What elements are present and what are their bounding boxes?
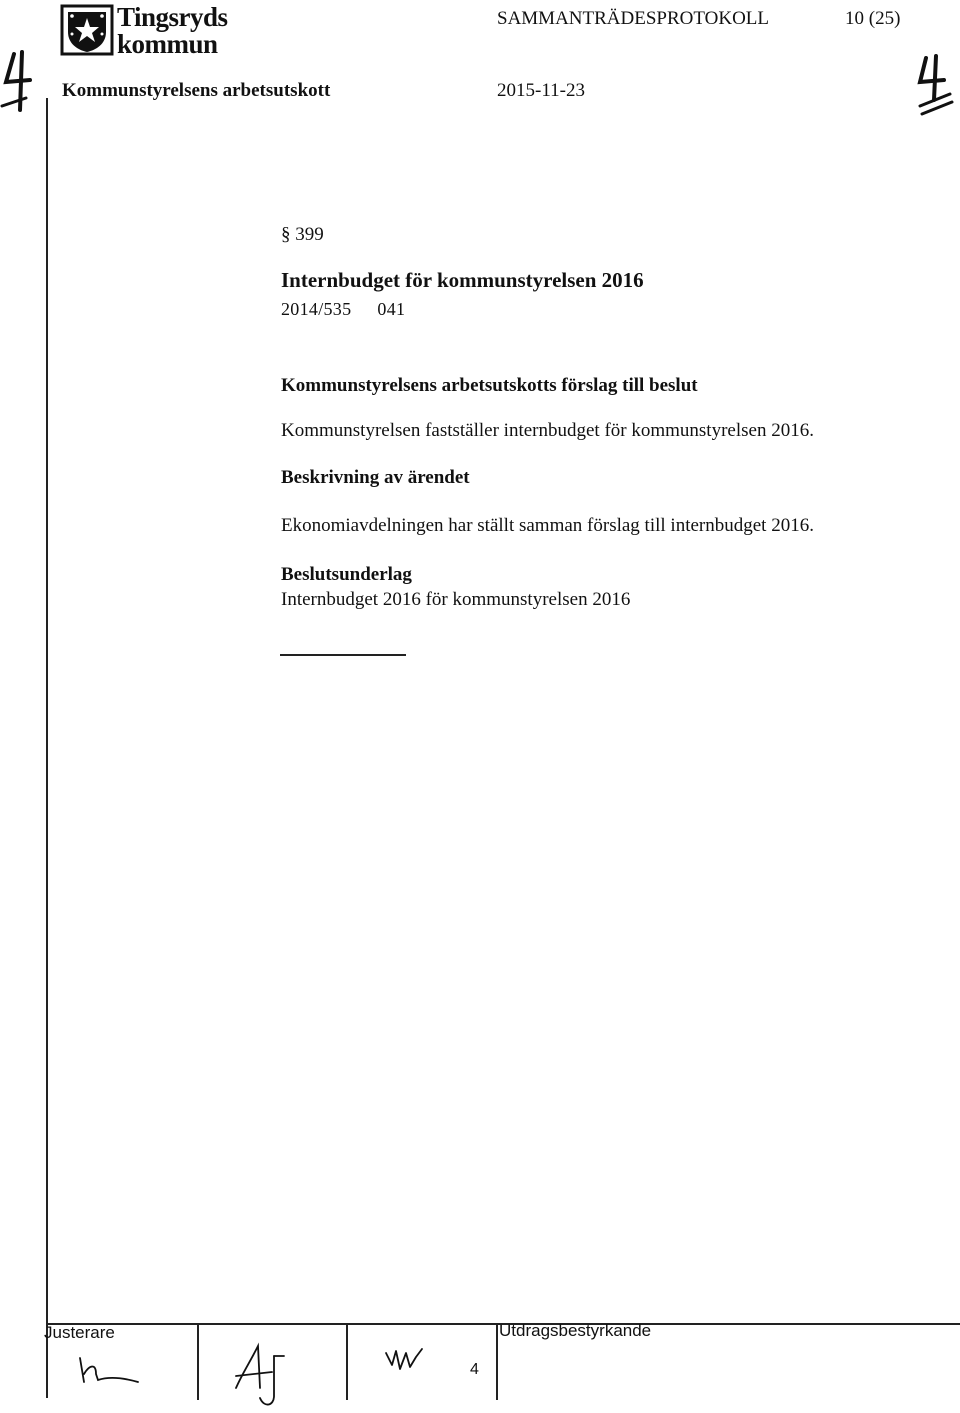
case-code: 041 (377, 299, 406, 319)
basis-heading: Beslutsunderlag (281, 564, 412, 585)
paragraph-number: § 399 (281, 224, 324, 245)
crest-star-icon (60, 4, 116, 56)
signature-initials-2 (228, 1338, 298, 1413)
adjusters-label: Justerare (44, 1323, 115, 1342)
basis-text: Internbudget 2016 för kommunstyrelsen 2016 (281, 589, 631, 610)
handwritten-mark-right (912, 52, 956, 122)
handwritten-mark-left (0, 48, 40, 118)
proposal-text: Kommunstyrelsen fastställer internbudget för kommunstyrelsen 2016. (281, 420, 814, 441)
signature-initials-3 (382, 1343, 442, 1373)
municipality-name: Tingsryds (117, 2, 228, 32)
description-heading: Beskrivning av ärendet (281, 467, 470, 488)
case-reference (281, 299, 405, 320)
footer-divider (496, 1323, 498, 1400)
case-number: 2014/535 (281, 299, 352, 319)
footer-divider (197, 1323, 199, 1400)
extract-label: Utdragsbestyrkande (499, 1321, 652, 1340)
section-end-rule (280, 654, 406, 656)
proposal-heading: Kommunstyrelsens arbetsutskotts förslag till beslut (281, 375, 698, 396)
case-title: Internbudget för kommunstyrelsen 2016 (281, 268, 644, 292)
meeting-date: 2015-11-23 (497, 80, 585, 101)
document-type: SAMMANTRÄDESPROTOKOLL (497, 8, 770, 29)
committee-name: Kommunstyrelsens arbetsutskott (62, 80, 331, 101)
left-margin-rule (46, 98, 48, 1398)
municipality-suffix: kommun (117, 29, 218, 59)
description-text: Ekonomiavdelningen har ställt samman förslag till internbudget 2016. (281, 515, 814, 536)
page-number: 10 (25) (845, 8, 901, 29)
footer-divider (346, 1323, 348, 1400)
footer-handwritten-number: 4 (470, 1361, 479, 1378)
signature-initials-1 (74, 1352, 144, 1386)
municipality-wordmark (117, 4, 228, 58)
